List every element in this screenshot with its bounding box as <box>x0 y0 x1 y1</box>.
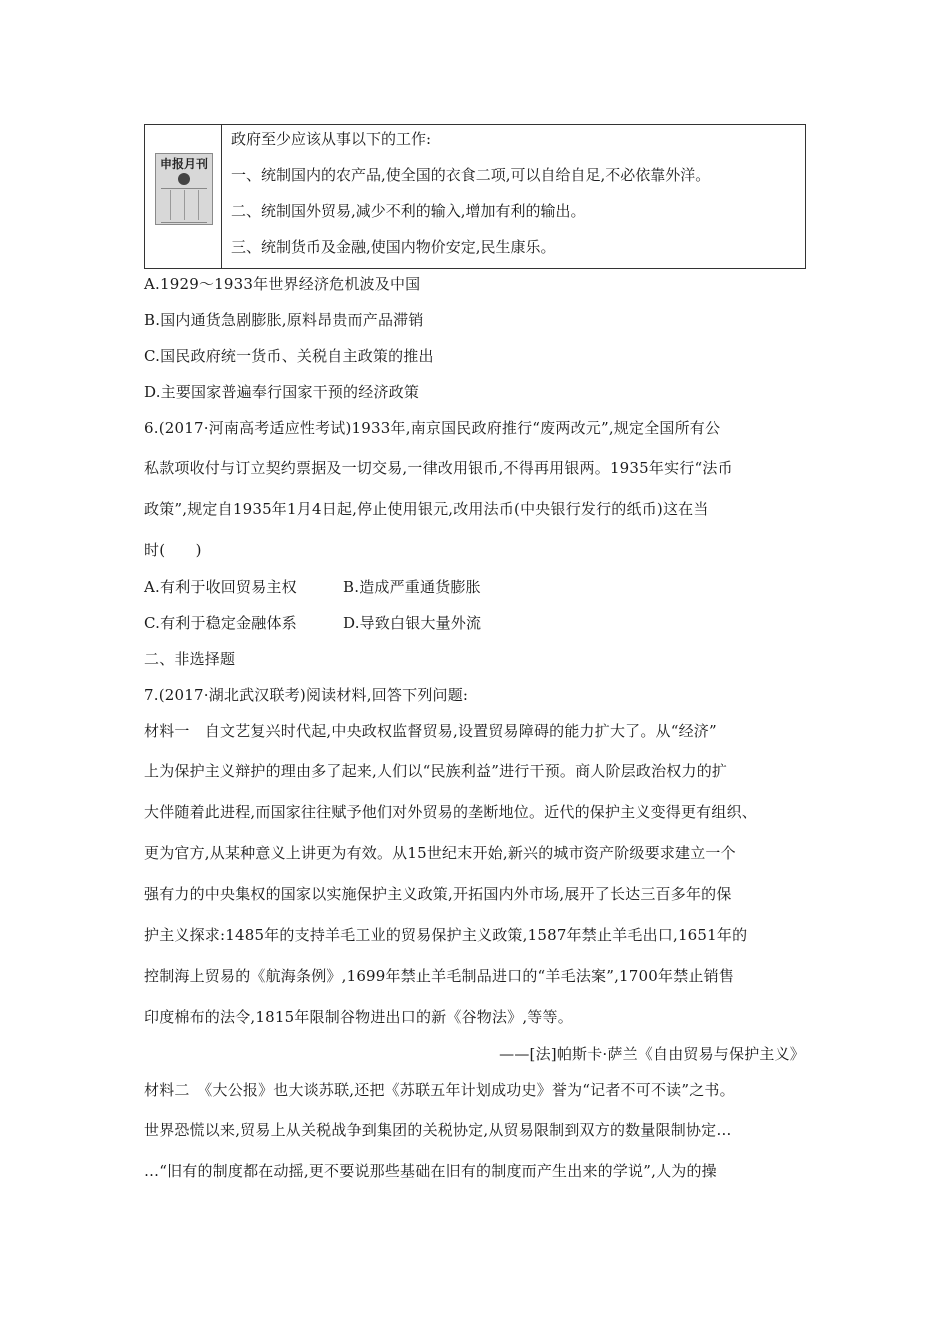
q5-option-d: D.主要国家普遍奉行国家干预的经济政策 <box>144 383 420 401</box>
q7-material1-line: 印度棉布的法令,1815年限制谷物进出口的新《谷物法》,等等。 <box>144 1008 573 1026</box>
q6-option-b: B.造成严重通货膨胀 <box>343 578 481 596</box>
magazine-cover-title: 申报月刊 <box>160 157 208 171</box>
material-line: 政府至少应该从事以下的工作: <box>231 130 432 148</box>
cover-column <box>198 190 199 220</box>
material-line: 二、统制国外贸易,减少不利的输入,增加有利的输出。 <box>231 202 586 220</box>
image-cell <box>145 125 222 268</box>
cover-column <box>170 190 171 220</box>
q7-material2-line: …“旧有的制度都在动摇,更不要说那些基础在旧有的制度而产生出来的学说”,人为的操 <box>144 1162 717 1180</box>
cover-rule <box>161 222 207 223</box>
q7-material1-line: 护主义探求:1485年的支持羊毛工业的贸易保护主义政策,1587年禁止羊毛出口,1651年的 <box>144 926 748 944</box>
q7-material1-line: 大伴随着此进程,而国家往往赋予他们对外贸易的垄断地位。近代的保护主义变得更有组织、 <box>144 803 757 821</box>
magazine-cover-image <box>155 153 213 225</box>
q6-option-a: A.有利于收回贸易主权 <box>144 578 297 596</box>
q6-option-c: C.有利于稳定金融体系 <box>144 614 297 632</box>
q7-material1-line: 控制海上贸易的《航海条例》,1699年禁止羊毛制品进口的“羊毛法案”,1700年禁止销售 <box>144 967 735 985</box>
material-line: 三、统制货币及金融,使国内物价安定,民生康乐。 <box>231 238 556 256</box>
q7-material2-line: 世界恐慌以来,贸易上从关税战争到集团的关税协定,从贸易限制到双方的数量限制协定… <box>144 1121 732 1139</box>
q6-stem-line: 6.(2017·河南高考适应性考试)1933年,南京国民政府推行“废两改元”,规定全国所有公 <box>144 419 721 437</box>
q6-stem-line: 时( ) <box>144 541 202 559</box>
q6-stem-line: 政策”,规定自1935年1月4日起,停止使用银元,改用法币(中央银行发行的纸币)这在当 <box>144 500 709 518</box>
q7-stem: 7.(2017·湖北武汉联考)阅读材料,回答下列问题: <box>144 686 469 704</box>
q7-material1-line: 更为官方,从某种意义上讲更为有效。从15世纪末开始,新兴的城市资产阶级要求建立一个 <box>144 844 736 862</box>
cover-rule <box>161 188 207 189</box>
q6-stem-line: 私款项收付与订立契约票据及一切交易,一律改用银币,不得再用银两。1935年实行“法币 <box>144 459 733 477</box>
q5-option-a: A.1929～1933年世界经济危机波及中国 <box>144 275 421 293</box>
q7-material1-line: 强有力的中央集权的国家以实施保护主义政策,开拓国内外市场,展开了长达三百多年的保 <box>144 885 732 903</box>
cover-emblem-icon <box>178 173 190 185</box>
section-heading: 二、非选择题 <box>144 650 236 668</box>
q7-material1-source: ——[法]帕斯卡·萨兰《自由贸易与保护主义》 <box>499 1045 805 1063</box>
cover-column <box>184 190 185 220</box>
q5-option-b: B.国内通货急剧膨胀,原料昂贵而产品滞销 <box>144 311 424 329</box>
q6-option-d: D.导致白银大量外流 <box>343 614 482 632</box>
material-table <box>144 124 806 269</box>
material-line: 一、统制国内的农产品,使全国的衣食二项,可以自给自足,不必依靠外洋。 <box>231 166 711 184</box>
q7-material2-line: 材料二 《大公报》也大谈苏联,还把《苏联五年计划成功史》誉为“记者不可不读”之书。 <box>144 1081 735 1099</box>
q7-material1-line: 材料一 自文艺复兴时代起,中央政权监督贸易,设置贸易障碍的能力扩大了。从“经济” <box>144 722 717 740</box>
q5-option-c: C.国民政府统一货币、关税自主政策的推出 <box>144 347 434 365</box>
q7-material1-line: 上为保护主义辩护的理由多了起来,人们以“民族利益”进行干预。商人阶层政治权力的扩 <box>144 762 728 780</box>
